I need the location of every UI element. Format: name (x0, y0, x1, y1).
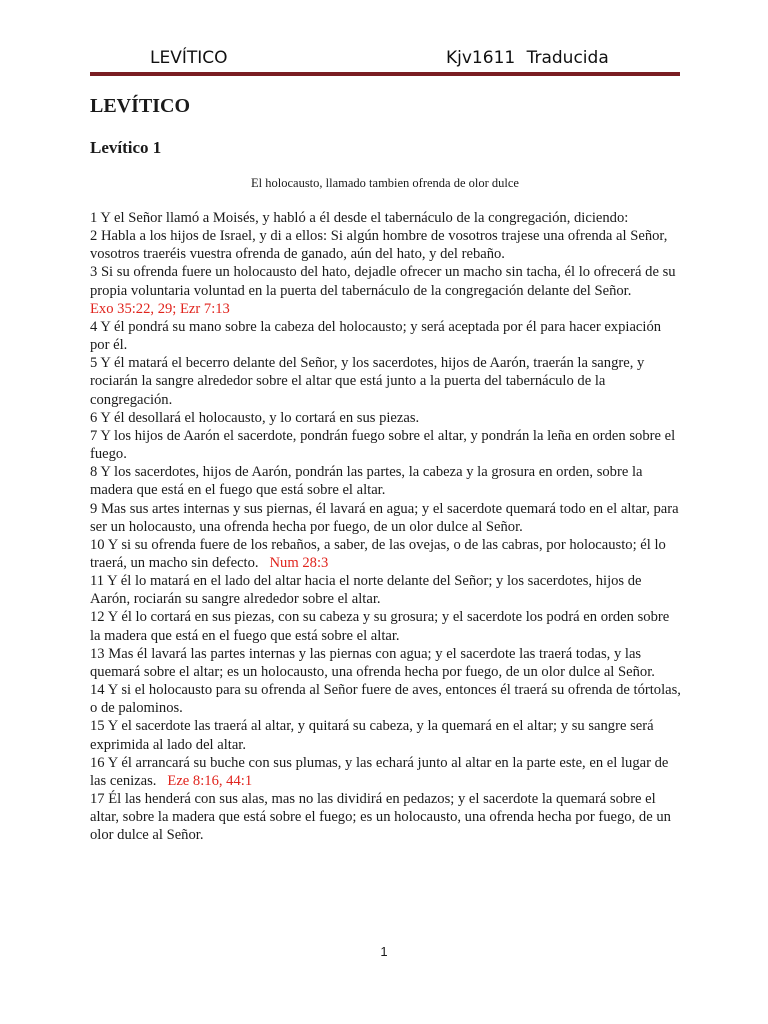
verse (90, 354, 682, 408)
verse-text: 3 Si su ofrenda fuere un holocausto del hato, dejadle ofrecer un macho sin tacha, él lo ofrecerá de su propia voluntaria voluntad en la puerta del tabernáculo de la congregación delante del Señor. (90, 264, 676, 299)
header-book-name: LEVÍTICO (150, 48, 228, 68)
running-header (90, 48, 680, 72)
verse-text: 9 Mas sus artes internas y sus piernas, él lavará en agua; y el sacerdote quemará todo en el altar, para ser un holocausto, una ofrenda hecha por fuego, de un olor dulce al Señor. (90, 500, 679, 535)
verse (90, 790, 682, 844)
verse (90, 754, 682, 790)
verse-text: 14 Y si el holocausto para su ofrenda al Señor fuere de aves, entonces él traerá su ofrenda de tórtolas, o de palominos. (90, 682, 681, 717)
verse (90, 681, 682, 717)
header-version-label: Kjv1611 Traducida (446, 48, 609, 68)
verse-text: 4 Y él pondrá su mano sobre la cabeza del holocausto; y será aceptada por él para hacer expiación por él. (90, 318, 662, 354)
verse (90, 536, 682, 572)
page-number: 1 (380, 944, 388, 959)
verse (90, 645, 682, 681)
verse-text: 16 Y él arrancará su buche con sus plumas, y las echará junto al altar en la parte este, en el lugar de las cenizas. (90, 754, 669, 789)
verse (90, 572, 682, 608)
verse-text: 17 Él las henderá con sus alas, mas no las dividirá en pedazos; y el sacerdote la quemará sobre el altar, sobre la madera que está sobre el fuego; es un holocausto, una ofrenda hecha por fuego, de un olor dulce al Señor. (90, 791, 671, 844)
verse-text: 5 Y él matará el becerro delante del Señor, y los sacerdotes, hijos de Aarón, traerán la sangre, y rociarán la sangre alrededor sobre el altar que está junto a la puerta del tabernáculo de la congregación. (90, 355, 645, 408)
verse-text: 11 Y él lo matará en el lado del altar hacia el norte delante del Señor; y los sacerdotes, hijos de Aarón, rociarán su sangre alrededor sobre el altar. (90, 573, 642, 608)
verse-text: 13 Mas él lavará las partes internas y las piernas con agua; y el sacerdote las traerá todas, y las quemará sobre el altar; es un holocausto, una ofrenda hecha por fuego, de un olor dulce al Señor. (90, 645, 655, 680)
verse (90, 318, 682, 354)
book-title: LEVÍTICO (90, 95, 191, 117)
verse-text: 15 Y el sacerdote las traerá al altar, y quitará su cabeza, y la quemará en el altar; y su sangre será exprimida al lado del altar. (90, 718, 654, 753)
verse (90, 427, 682, 463)
cross-reference[interactable]: Num 28:3 (269, 554, 329, 571)
verse (90, 717, 682, 753)
verse (90, 608, 682, 644)
verse-text: 1 Y el Señor llamó a Moisés, y habló a él desde el tabernáculo de la congregación, diciendo: (90, 210, 629, 226)
verse (90, 209, 682, 227)
cross-reference[interactable]: Exo 35:22, 29; Ezr 7:13 (90, 300, 230, 317)
section-subtitle: El holocausto, llamado tambien ofrenda de olor dulce (251, 176, 519, 190)
verse-list (90, 209, 682, 844)
verse-text: 8 Y los sacerdotes, hijos de Aarón, pondrán las partes, la cabeza y la grosura en orden, sobre la madera que está en el fuego que está sobre el altar. (90, 464, 643, 499)
verse (90, 227, 682, 263)
cross-reference[interactable]: Eze 8:16, 44:1 (167, 772, 253, 789)
verse (90, 263, 682, 317)
verse-text: 10 Y si su ofrenda fuere de los rebaños, a saber, de las ovejas, o de las cabras, por holocausto; él lo traerá, un macho sin defecto. (90, 536, 666, 571)
chapter-title: Levítico 1 (90, 138, 162, 157)
verse-text: 7 Y los hijos de Aarón el sacerdote, pondrán fuego sobre el altar, y pondrán la leña en orden sobre el fuego. (90, 427, 676, 463)
verse-text: 12 Y él lo cortará en sus piezas, con su cabeza y su grosura; y el sacerdote los podrá en orden sobre la madera que está en el fuego que está sobre el altar. (90, 609, 670, 644)
verse (90, 500, 682, 536)
verse-text: 2 Habla a los hijos de Israel, y di a ellos: Si algún hombre de vosotros trajese una ofrenda al Señor, vosotros traeréis vuestra ofrenda de ganado, aún del hato, y del rebaño. (90, 228, 668, 263)
verse (90, 463, 682, 499)
header-rule (90, 72, 680, 76)
verse-text: 6 Y él desollará el holocausto, y lo cortará en sus piezas. (90, 409, 420, 426)
verse (90, 409, 682, 427)
